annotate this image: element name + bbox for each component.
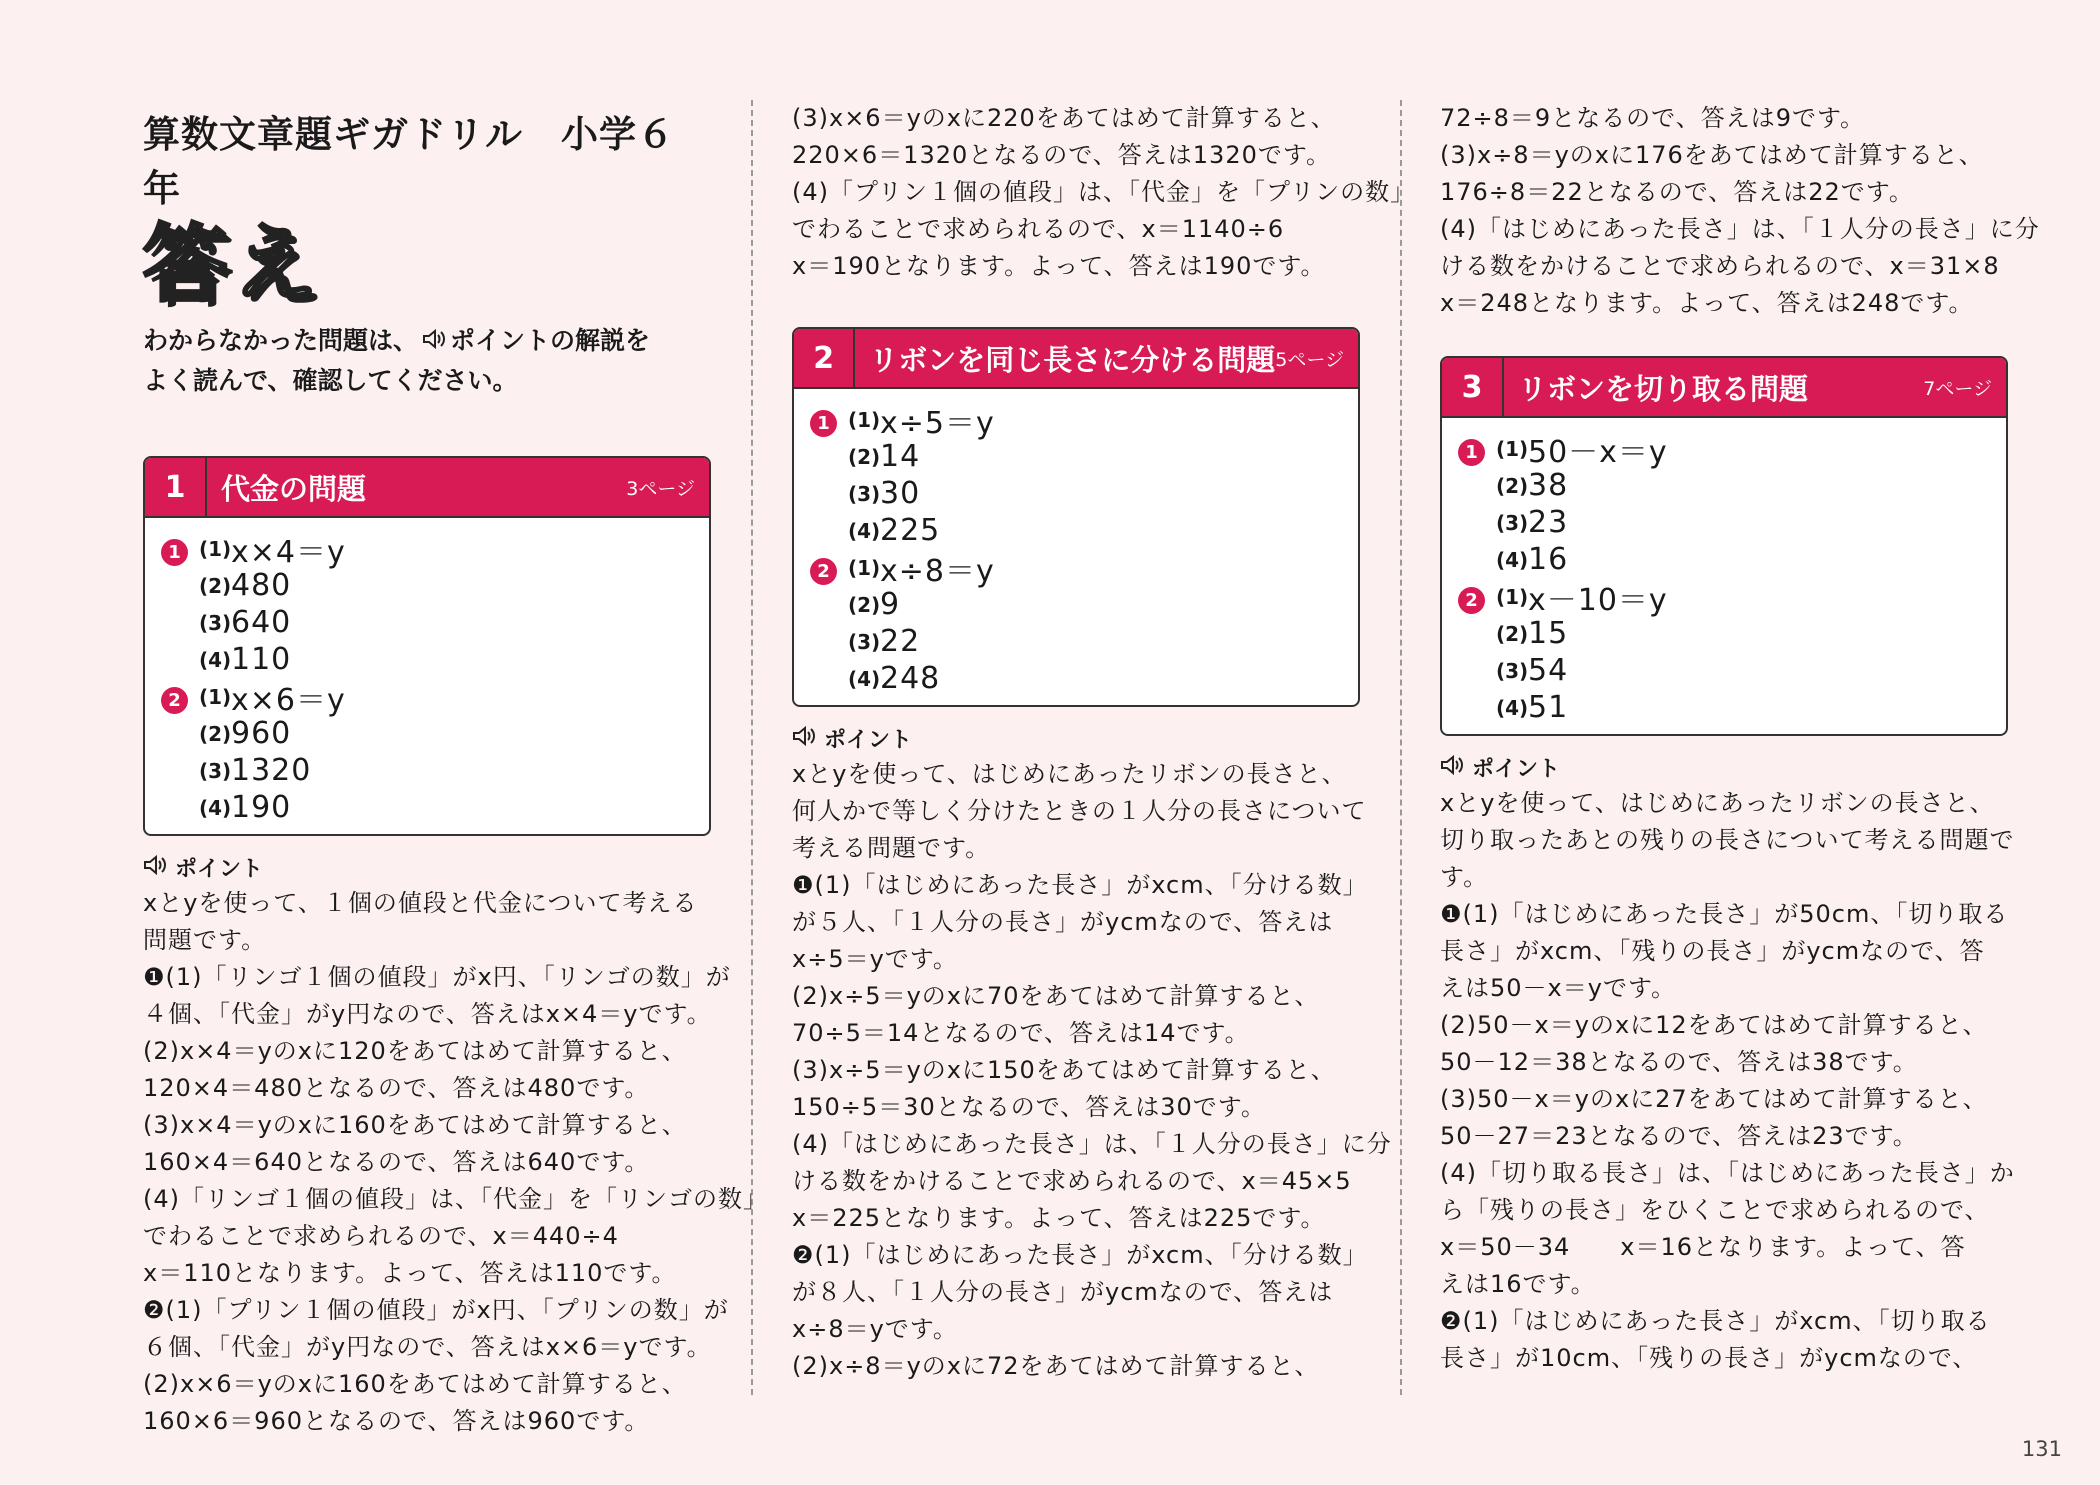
- speaker-icon: [143, 855, 167, 881]
- answer-value: x×4＝y: [231, 534, 346, 570]
- explanation-line: (4)「はじめにあった長さ」は、「１人分の長さ」に分: [1440, 215, 2040, 243]
- answer-value: 190: [231, 790, 292, 826]
- answer-value: 51: [1528, 690, 1569, 725]
- section-title: リボンを同じ長さに分ける問題: [869, 342, 1276, 377]
- book-title: 算数文章題ギガドリル 小学６年: [143, 113, 675, 210]
- answer-value: 1320: [231, 753, 312, 789]
- explanation-line: (3)x×6＝yのxに220をあてはめて計算すると、: [792, 104, 1336, 132]
- explanation-line: xとyを使って、はじめにあったリボンの長さと、: [1440, 789, 1995, 817]
- question-marker: [1458, 579, 1496, 614]
- explanation-line: x＝190となります。よって、答えは190です。: [792, 252, 1326, 280]
- point-heading: [1440, 752, 2008, 783]
- answer-row: [810, 549, 1344, 589]
- question-number-badge: 1: [810, 410, 837, 437]
- page-reference: 3ページ: [626, 477, 695, 500]
- explanation-line: x＝50－34 x＝16となります。よって、答: [1440, 1233, 1966, 1261]
- sub-question-index: (2): [848, 592, 881, 617]
- explanation-line: (2)50－x＝yのxに12をあてはめて計算すると、: [1440, 1011, 1988, 1039]
- page-reference: 5ページ: [1275, 348, 1344, 371]
- sub-question-index: (1): [199, 536, 232, 561]
- answer-card-3: [1440, 356, 2008, 736]
- answer-value: 480: [231, 568, 292, 604]
- answer-row: [1458, 541, 1992, 578]
- answer-row: [1458, 689, 1992, 726]
- explanation-line: (2)x×4＝yのxに120をあてはめて計算すると、: [143, 1037, 687, 1066]
- explanation-line: 長さ」が10cm、「残りの長さ」がycmなので、: [1440, 1344, 1978, 1372]
- answer-value: x÷5＝y: [880, 405, 995, 441]
- explanation-line: ける数をかけることで求められるので、x＝45×5: [792, 1167, 1352, 1195]
- sub-question-index: (3): [199, 610, 232, 635]
- explanation-line: (2)x×6＝yのxに160をあてはめて計算すると、: [143, 1370, 687, 1399]
- explanation-line: が５人、「１人分の長さ」がycmなので、答えは: [792, 908, 1334, 936]
- card-header: [145, 458, 709, 518]
- sub-question-index: (1): [199, 684, 232, 709]
- question-number-badge: 2: [1458, 587, 1485, 614]
- answer-value: 14: [880, 439, 921, 474]
- explanation-line: (4)「切り取る長さ」は、「はじめにあった長さ」か: [1440, 1159, 2015, 1187]
- continued-explanation: [792, 100, 1416, 285]
- sub-question-index: (1): [848, 407, 881, 432]
- answer-value: 54: [1528, 653, 1569, 688]
- answer-value: 248: [880, 661, 941, 696]
- question-marker: [161, 679, 199, 714]
- explanation-line: (4)「リンゴ１個の値段」は、「代金」を「リンゴの数」: [143, 1185, 768, 1214]
- explanation-line: x÷8＝yです。: [792, 1315, 958, 1343]
- answer-value: 640: [231, 605, 292, 641]
- card-header: [794, 329, 1358, 389]
- answer-value: 16: [1528, 542, 1569, 577]
- sub-question-index: (1): [1496, 436, 1529, 461]
- question-number-badge: 1: [161, 539, 188, 566]
- answer-value: 30: [880, 476, 921, 511]
- explanation-text: [1440, 785, 2015, 1377]
- answer-value: x×6＝y: [231, 682, 346, 718]
- explanation-line: 問題です。: [143, 926, 267, 955]
- explanation-line: 72÷8＝9となるので、答えは9です。: [1440, 104, 1866, 132]
- intro-text-part-1: わからなかった問題は、: [143, 326, 419, 356]
- section-number: 3: [1442, 358, 1504, 416]
- explanation-line: ６個、「代金」がy円なので、答えはx×6＝yです。: [143, 1333, 712, 1362]
- answer-value: 110: [231, 642, 292, 678]
- explanation-line: ❷(1)「プリン１個の値段」がx円、「プリンの数」が: [143, 1296, 729, 1325]
- answer-row: [161, 678, 695, 718]
- answer-row: [161, 789, 695, 826]
- answer-value: 15: [1528, 616, 1569, 651]
- answer-row: [810, 401, 1344, 441]
- explanation-line: x＝110となります。よって、答えは110です。: [143, 1259, 677, 1288]
- question-marker: [1458, 431, 1496, 466]
- sub-question-index: (2): [199, 573, 232, 598]
- explanation-line: 切り取ったあとの残りの長さについて考える問題で: [1440, 826, 2015, 854]
- explanation-line: 50－12＝38となるので、答えは38です。: [1440, 1048, 1918, 1076]
- explanation-line: (3)50－x＝yのxに27をあてはめて計算すると、: [1440, 1085, 1988, 1113]
- explanation-line: 220×6＝1320となるので、答えは1320です。: [792, 141, 1331, 169]
- sub-question-index: (4): [1496, 695, 1529, 720]
- question-number-badge: 2: [810, 558, 837, 585]
- answer-card-2: [792, 327, 1360, 707]
- explanation-line: 160×4＝640となるので、答えは640です。: [143, 1148, 650, 1177]
- sub-question-index: (4): [1496, 547, 1529, 572]
- explanation-line: (2)x÷5＝yのxに70をあてはめて計算すると、: [792, 982, 1320, 1010]
- sub-question-index: (1): [848, 555, 881, 580]
- explanation-line: (4)「プリン１個の値段」は、「代金」を「プリンの数」: [792, 178, 1416, 206]
- answer-row: [161, 567, 695, 604]
- sub-question-index: (3): [848, 481, 881, 506]
- explanation-line: ら「残りの長さ」をひくことで求められるので、: [1440, 1196, 1990, 1224]
- intro-text-line-2: よく読んで、確認してください。: [143, 366, 518, 396]
- explanation-text: [792, 756, 1392, 1385]
- page-title: 答え: [143, 215, 324, 313]
- section-number: 2: [794, 329, 855, 387]
- question-marker: [810, 402, 848, 437]
- answer-value: 22: [880, 624, 921, 659]
- answer-row: [810, 475, 1344, 512]
- answer-row: [810, 623, 1344, 660]
- answer-list: [1442, 418, 2006, 734]
- column-3: [1440, 100, 2040, 1377]
- explanation-line: 150÷5＝30となるので、答えは30です。: [792, 1093, 1266, 1121]
- speaker-icon: [1440, 755, 1464, 781]
- explanation-line: (2)x÷8＝yのxに72をあてはめて計算すると、: [792, 1352, 1320, 1380]
- explanation-line: でわることで求められるので、x＝440÷4: [143, 1222, 619, 1251]
- sub-question-index: (3): [1496, 658, 1529, 683]
- explanation-line: (3)x×4＝yのxに160をあてはめて計算すると、: [143, 1111, 687, 1140]
- explanation-line: ❷(1)「はじめにあった長さ」がxcm、「切り取る: [1440, 1307, 1991, 1335]
- answer-row: [810, 660, 1344, 697]
- question-marker: [810, 550, 848, 585]
- explanation-line: 長さ」がxcm、「残りの長さ」がycmなので、答: [1440, 937, 1985, 965]
- section-title: 代金の問題: [221, 471, 367, 506]
- sub-question-index: (3): [848, 629, 881, 654]
- answer-row: [161, 752, 695, 789]
- answer-row: [161, 530, 695, 570]
- answer-row: [161, 604, 695, 641]
- explanation-line: でわることで求められるので、x＝1140÷6: [792, 215, 1285, 243]
- answer-row: [1458, 467, 1992, 504]
- column-2: [792, 100, 1416, 1385]
- answer-value: 225: [880, 513, 941, 548]
- answer-value: 9: [880, 587, 901, 622]
- intro-text-part-2: ポイントの解説を: [450, 326, 651, 356]
- explanation-line: 120×4＝480となるので、答えは480です。: [143, 1074, 650, 1103]
- sub-question-index: (4): [199, 795, 232, 820]
- sub-question-index: (4): [848, 666, 881, 691]
- answer-value: x÷8＝y: [880, 553, 995, 589]
- explanation-line: 何人かで等しく分けたときの１人分の長さについて: [792, 797, 1367, 825]
- point-label: ポイント: [175, 857, 264, 883]
- answer-list: [145, 518, 709, 834]
- question-number-badge: 1: [1458, 439, 1485, 466]
- answer-row: [810, 512, 1344, 549]
- answer-row: [1458, 504, 1992, 541]
- explanation-line: えは50－x＝yです。: [1440, 974, 1677, 1002]
- speaker-icon: [422, 324, 446, 362]
- page-number: 131: [2021, 1437, 2062, 1461]
- answer-value: 38: [1528, 468, 1569, 503]
- explanation-line: 70÷5＝14となるので、答えは14です。: [792, 1019, 1250, 1047]
- explanation-line: ❷(1)「はじめにあった長さ」がxcm、「分ける数」: [792, 1241, 1368, 1269]
- explanation-line: 160×6＝960となるので、答えは960です。: [143, 1407, 650, 1436]
- sub-question-index: (2): [848, 444, 881, 469]
- column-divider-right: [1400, 100, 1402, 1395]
- explanation-text: [143, 885, 768, 1440]
- explanation-line: xとyを使って、１個の値段と代金について考える: [143, 889, 698, 918]
- point-label: ポイント: [1472, 757, 1561, 782]
- answer-row: [1458, 615, 1992, 652]
- explanation-line: (4)「はじめにあった長さ」は、「１人分の長さ」に分: [792, 1130, 1392, 1158]
- answer-row: [1458, 652, 1992, 689]
- card-header: [1442, 358, 2006, 418]
- explanation-line: ❶(1)「リンゴ１個の値段」がx円、「リンゴの数」が: [143, 963, 731, 992]
- explanation-line: す。: [1440, 863, 1489, 891]
- explanation-line: xとyを使って、はじめにあったリボンの長さと、: [792, 760, 1347, 788]
- page-reference: 7ページ: [1923, 377, 1992, 400]
- sub-question-index: (2): [1496, 473, 1529, 498]
- explanation-line: x÷5＝yです。: [792, 945, 958, 973]
- section-title: リボンを切り取る問題: [1518, 371, 1809, 406]
- question-number-badge: 2: [161, 687, 188, 714]
- sub-question-index: (1): [1496, 584, 1529, 609]
- explanation-line: えは16です。: [1440, 1270, 1596, 1298]
- answer-row: [1458, 578, 1992, 618]
- continued-explanation: [1440, 100, 2040, 322]
- point-label: ポイント: [824, 728, 913, 753]
- explanation-line: 50－27＝23となるので、答えは23です。: [1440, 1122, 1918, 1150]
- explanation-line: ける数をかけることで求められるので、x＝31×8: [1440, 252, 2000, 280]
- explanation-line: x＝225となります。よって、答えは225です。: [792, 1204, 1326, 1232]
- answer-row: [810, 586, 1344, 623]
- point-heading: [143, 852, 711, 883]
- explanation-line: ４個、「代金」がy円なので、答えはx×4＝yです。: [143, 1000, 712, 1029]
- question-marker: [161, 531, 199, 566]
- sub-question-index: (4): [199, 647, 232, 672]
- intro-text: [143, 322, 711, 400]
- explanation-line: ❶(1)「はじめにあった長さ」が50cm、「切り取る: [1440, 900, 2009, 928]
- answer-row: [810, 438, 1344, 475]
- explanation-line: が８人、「１人分の長さ」がycmなので、答えは: [792, 1278, 1334, 1306]
- answer-card-1: [143, 456, 711, 836]
- answer-value: 50－x＝y: [1528, 434, 1668, 470]
- answer-row: [161, 641, 695, 678]
- answer-row: [161, 715, 695, 752]
- answer-value: x－10＝y: [1528, 582, 1668, 618]
- sub-question-index: (2): [1496, 621, 1529, 646]
- explanation-line: (3)x÷8＝yのxに176をあてはめて計算すると、: [1440, 141, 1984, 169]
- column-1: [143, 100, 768, 1440]
- sub-question-index: (2): [199, 721, 232, 746]
- sub-question-index: (3): [199, 758, 232, 783]
- sub-question-index: (3): [1496, 510, 1529, 535]
- explanation-line: 考える問題です。: [792, 834, 991, 862]
- section-number: 1: [145, 458, 207, 516]
- sub-question-index: (4): [848, 518, 881, 543]
- answer-list: [794, 389, 1358, 705]
- explanation-line: x＝248となります。よって、答えは248です。: [1440, 289, 1974, 317]
- explanation-line: (3)x÷5＝yのxに150をあてはめて計算すると、: [792, 1056, 1336, 1084]
- speaker-icon: [792, 726, 816, 752]
- explanation-line: ❶(1)「はじめにあった長さ」がxcm、「分ける数」: [792, 871, 1368, 899]
- explanation-line: 176÷8＝22となるので、答えは22です。: [1440, 178, 1914, 206]
- point-heading: [792, 723, 1360, 754]
- answer-row: [1458, 430, 1992, 470]
- answer-value: 23: [1528, 505, 1569, 540]
- answer-value: 960: [231, 716, 292, 752]
